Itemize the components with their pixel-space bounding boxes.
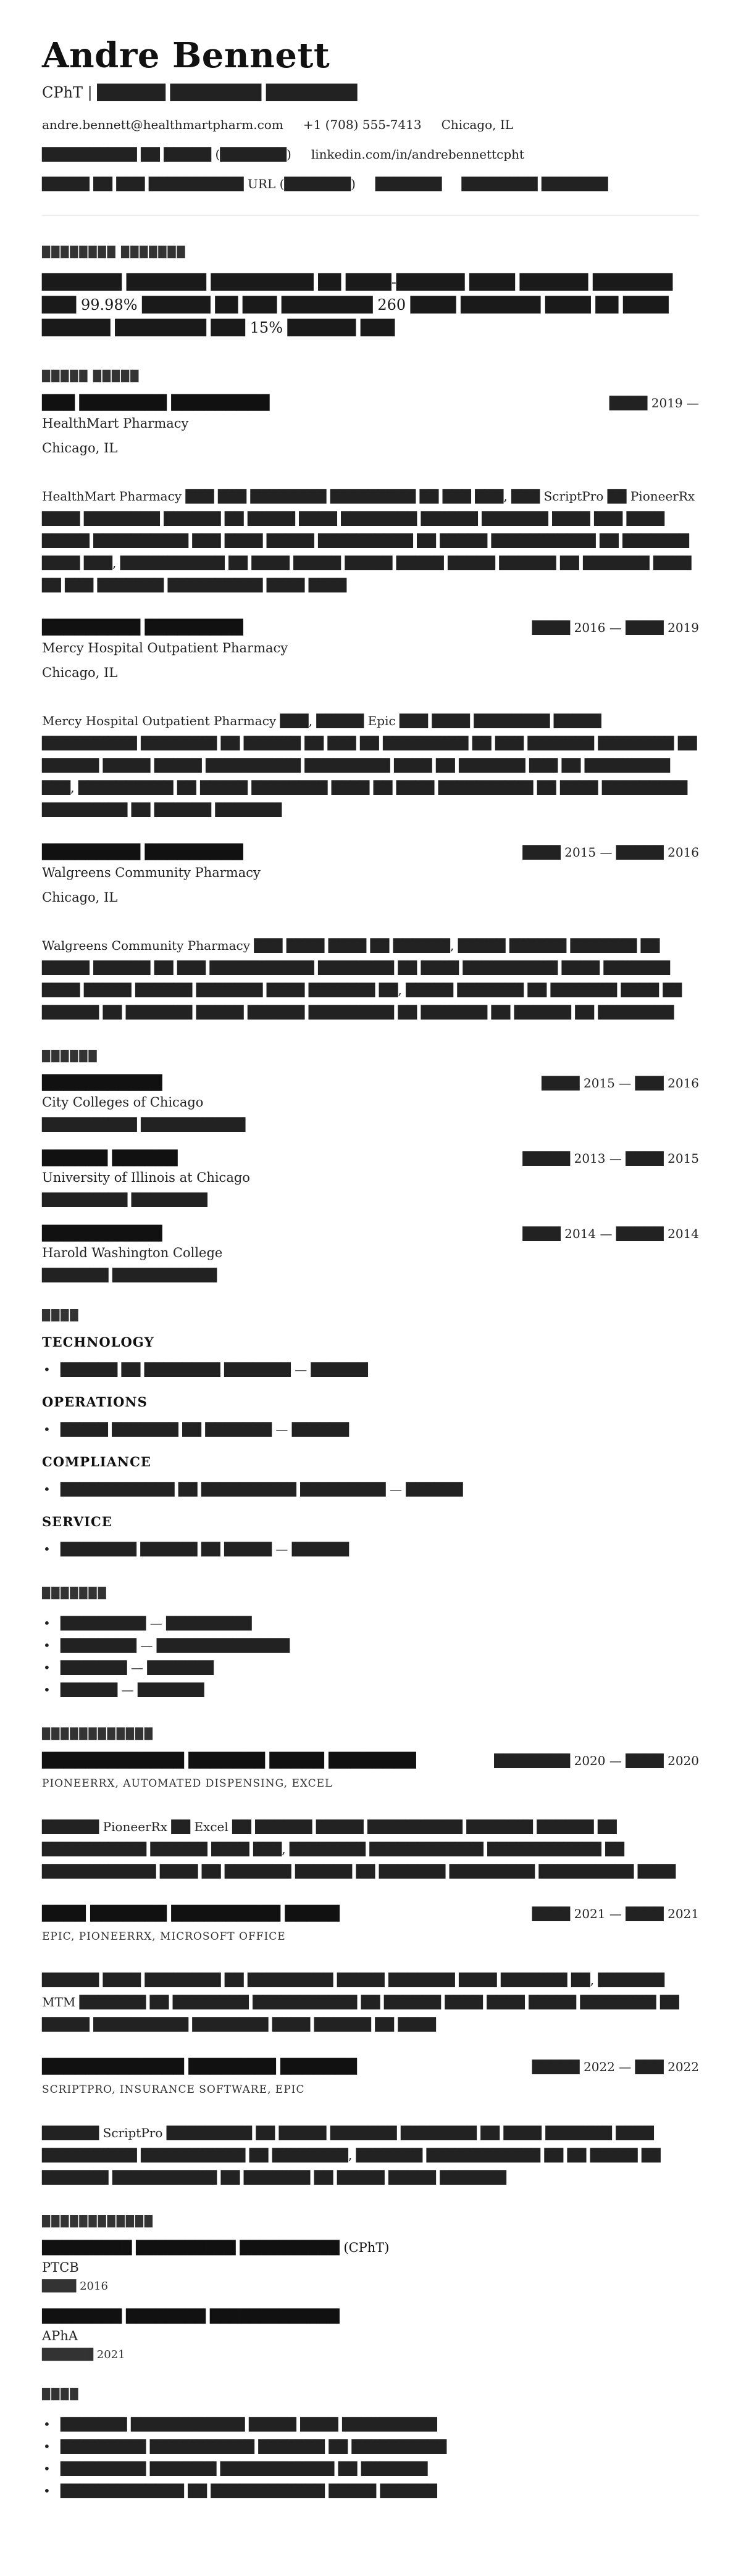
institution-name: Harold Washington College — [42, 1245, 223, 1261]
interests-section — [42, 2388, 699, 2502]
certification-date: ██████ 2021 — [42, 2348, 125, 2362]
degree-title: ███████████ — [42, 1075, 162, 1092]
job-title: █████████ █████████ — [42, 844, 243, 861]
contact-row-primary — [42, 117, 699, 132]
project-description: ██████ PioneerRx ██ Excel ██ ██████ █████ ██████████ ███████ ██████ ██ ███████████ ██████ ████ ███, ████████ ████████████ ████████████ ██ ████████████ ████ ██ ███████ ██████ ██ ███████ █████████ ██████████ ████ — [42, 1819, 676, 1879]
project-dates: ████████ 2020 — ████ 2020 — [494, 1753, 699, 1769]
contact-url[interactable]: █████ ██ ███ ██████████ URL (███████) — [42, 176, 356, 191]
study-field: ███████ ███████████ — [42, 1268, 217, 1283]
interest-item: • █████████ ███████ ████████████ ██ ███████ — [42, 2458, 699, 2480]
contact-extra-2: ███████ — [375, 176, 442, 191]
job-employer: Mercy Hospital Outpatient Pharmacy — [42, 641, 288, 656]
education-dates: ████ 2014 — █████ 2014 — [522, 1226, 699, 1242]
certifications-heading: ████████████ — [42, 2216, 154, 2229]
skill-category: SERVICE — [42, 1514, 112, 1530]
summary-section — [42, 246, 699, 340]
project-dates: ████ 2021 — ████ 2021 — [532, 1906, 699, 1922]
contact-row-tertiary — [42, 177, 699, 191]
skill-item: • ████████████ ██ ██████████ █████████ — ██████ — [42, 1478, 699, 1500]
institution-name: City Colleges of Chicago — [42, 1095, 204, 1110]
job-dates: ████ 2019 — — [609, 396, 699, 411]
institution-name: University of Illinois at Chicago — [42, 1170, 250, 1186]
skill-group — [42, 1514, 699, 1560]
contact-extra-3: ████████ ███████ — [461, 176, 608, 191]
job-title: █████████ █████████ — [42, 620, 243, 636]
summary-heading: ████████ ███████ — [42, 246, 186, 259]
job-employer: Walgreens Community Pharmacy — [42, 865, 261, 881]
languages-section — [42, 1587, 699, 1701]
degree-title: ███████████ — [42, 1226, 162, 1242]
job-description: Mercy Hospital Outpatient Pharmacy ███, █████ Epic ███ ████ ████████ █████ ██████████ ████████ ██ ██████ ██ ███ ██ █████████ ██ ███ ███████ ████████ ██ ██████ █████ █████ ██████████ █████████ ████ ██ ███████ ███ ██ █████████ ███, ██████████ ██ █████ ████████ ████ ██ ████ ██████████ ██ ████ █████████ █████████ ██ ██████ ███████ — [42, 713, 697, 818]
candidate-headline: CPhT | ██████ ████████ ████████ — [42, 83, 358, 101]
project-tech: PIONEERRX, AUTOMATED DISPENSING, EXCEL — [42, 1777, 333, 1790]
certification-name: ████████ ████████ █████████████ — [42, 2309, 340, 2324]
skill-group — [42, 1334, 699, 1381]
certification-name: █████████ ██████████ ██████████ (CPhT) — [42, 2240, 390, 2256]
education-dates: █████ 2013 — ████ 2015 — [522, 1151, 699, 1166]
job-title: ███ ████████ █████████ — [42, 395, 270, 412]
languages-heading: ███████ — [42, 1587, 107, 1600]
interest-item: • █████████████ ██ ████████████ █████ ██████ — [42, 2480, 699, 2502]
study-field: █████████ ████████ — [42, 1192, 207, 1208]
education-entry — [42, 1150, 699, 1207]
education-dates: ████ 2015 — ███ 2016 — [542, 1076, 699, 1091]
contact-email[interactable]: andre.bennett@healthmartpharm.com — [42, 117, 283, 132]
language-item: • █████████ — █████████ — [42, 1612, 699, 1634]
job-dates: ████ 2015 — █████ 2016 — [522, 845, 699, 860]
job-employer: HealthMart Pharmacy — [42, 416, 189, 431]
projects-section — [42, 1728, 699, 2188]
resume-header — [42, 37, 699, 191]
project-tech: SCRIPTPRO, INSURANCE SOFTWARE, EPIC — [42, 2084, 305, 2096]
contact-phone[interactable]: +1 (708) 555-7413 — [303, 117, 422, 132]
candidate-name: Andre Bennett — [42, 35, 330, 76]
skill-category: TECHNOLOGY — [42, 1334, 154, 1350]
projects-heading: ████████████ — [42, 1728, 154, 1741]
certification-entry — [42, 2240, 699, 2293]
job-location: Chicago, IL — [42, 665, 118, 681]
project-entry — [42, 2059, 699, 2188]
experience-entry — [42, 844, 699, 1023]
project-description: ██████ ████ ████████ ██ █████████ █████ ███████ ████ ███████ ██, ███████ MTM ███████ ██ ████████ ███████████ ██ ██████ ████ ████ █████ ████████ ██ █████ ██████████ ████████ ████ ██████ ██ ████ — [42, 1972, 679, 2032]
summary-text: ███████ ███████ █████████ ██ ████-██████ ████ ██████ ███████ ███ 99.98% ██████ ██ ███ ████████ 260 ████ ███████ ████ ██ ████ ██████ ████████ ███ 15% ██████ ███ — [42, 273, 673, 336]
interest-item: • ███████ ████████████ █████ ████ ██████████ — [42, 2413, 699, 2435]
skill-category: OPERATIONS — [42, 1394, 148, 1410]
experience-entry — [42, 395, 699, 596]
certifications-section — [42, 2216, 699, 2361]
certification-date: ████ 2016 — [42, 2280, 108, 2293]
project-entry — [42, 1753, 699, 1882]
education-section — [42, 1050, 699, 1282]
contact-linkedin[interactable]: linkedin.com/in/andrebennettcpht — [311, 146, 525, 162]
skills-heading: ████ — [42, 1310, 80, 1323]
contact-row-secondary — [42, 147, 699, 162]
contact-extra-1: ██████████ ██ █████ (███████) — [42, 146, 291, 162]
contact-location: Chicago, IL — [441, 117, 514, 132]
experience-section — [42, 370, 699, 1023]
job-description: Walgreens Community Pharmacy ███ ████ ████ ██ ██████, █████ ██████ ███████ ██ █████ ██████ ██ ███ ███████████ ████████ ██ ████ ██████████ ████ ███████ ████ █████ ██████ ███████ ████ ███████ ██, █████ ███████ ██ ███████ ████ ██ ██████ ██ ███████ █████ ██████ █████████ ██ ███████ ██ ██████ ██ ████████ — [42, 938, 682, 1020]
job-description: HealthMart Pharmacy ███ ███ ████████ █████████ ██ ███ ███, ███ ScriptPro ██ PioneerRx ████ ████████ ██████ ██ █████ ████ ████████ ██████ ███████ ████ ███ ████ █████ ██████████ ███ ████ █████ ██████████ ██ █████ ███████████ ██ ███████ ████ ███, ███████████ ██ ████ █████ █████ █████ █████ ██████ ██ ███████ ████ ██ ███ ███████ ██████████ ████ ████ — [42, 489, 695, 593]
degree-title: ██████ ██████ — [42, 1150, 178, 1167]
study-field: ██████████ ███████████ — [42, 1117, 246, 1132]
interests-heading: ████ — [42, 2388, 80, 2401]
education-heading: ██████ — [42, 1050, 98, 1063]
certification-issuer: PTCB — [42, 2260, 79, 2275]
project-title: █████████████ ████████ ███████ — [42, 2059, 357, 2075]
skill-group — [42, 1394, 699, 1440]
skills-section — [42, 1310, 699, 1560]
project-entry — [42, 1906, 699, 2035]
job-location: Chicago, IL — [42, 890, 118, 905]
project-title: █████████████ ███████ █████ ████████ — [42, 1753, 416, 1769]
project-tech: EPIC, PIONEERRX, MICROSOFT OFFICE — [42, 1930, 286, 1943]
skill-item: • ██████ ██ ████████ ███████ — ██████ — [42, 1358, 699, 1381]
certification-issuer: APhA — [42, 2329, 78, 2344]
skill-item: • ████████ ██████ ██ █████ — ██████ — [42, 1538, 699, 1560]
certification-entry — [42, 2309, 699, 2361]
experience-entry — [42, 620, 699, 821]
education-entry — [42, 1226, 699, 1282]
language-item: • ███████ — ███████ — [42, 1656, 699, 1679]
project-title: ████ ███████ ██████████ █████ — [42, 1906, 340, 1922]
job-location: Chicago, IL — [42, 441, 118, 456]
language-item: • ██████ — ███████ — [42, 1679, 699, 1701]
experience-heading: █████ █████ — [42, 370, 140, 383]
skill-item: • █████ ███████ ██ ███████ — ██████ — [42, 1418, 699, 1440]
interest-item: • █████████ ███████████ ███████ ██ ██████████ — [42, 2435, 699, 2458]
skill-category: COMPLIANCE — [42, 1454, 151, 1470]
language-item: • ████████ — ██████████████ — [42, 1634, 699, 1656]
job-dates: ████ 2016 — ████ 2019 — [532, 620, 699, 636]
project-dates: █████ 2022 — ███ 2022 — [532, 2059, 699, 2075]
project-description: ██████ ScriptPro █████████ ██ █████ ███████ ████████ ██ ████ ███████ ████ ██████████ ███████████ ██ ████████, ███████ ████████████ ██ ██ █████ ██ ███████ ███████████ ██ ███████ ██ █████ █████ ███████ — [42, 2125, 661, 2185]
education-entry — [42, 1075, 699, 1132]
skill-group — [42, 1454, 699, 1500]
